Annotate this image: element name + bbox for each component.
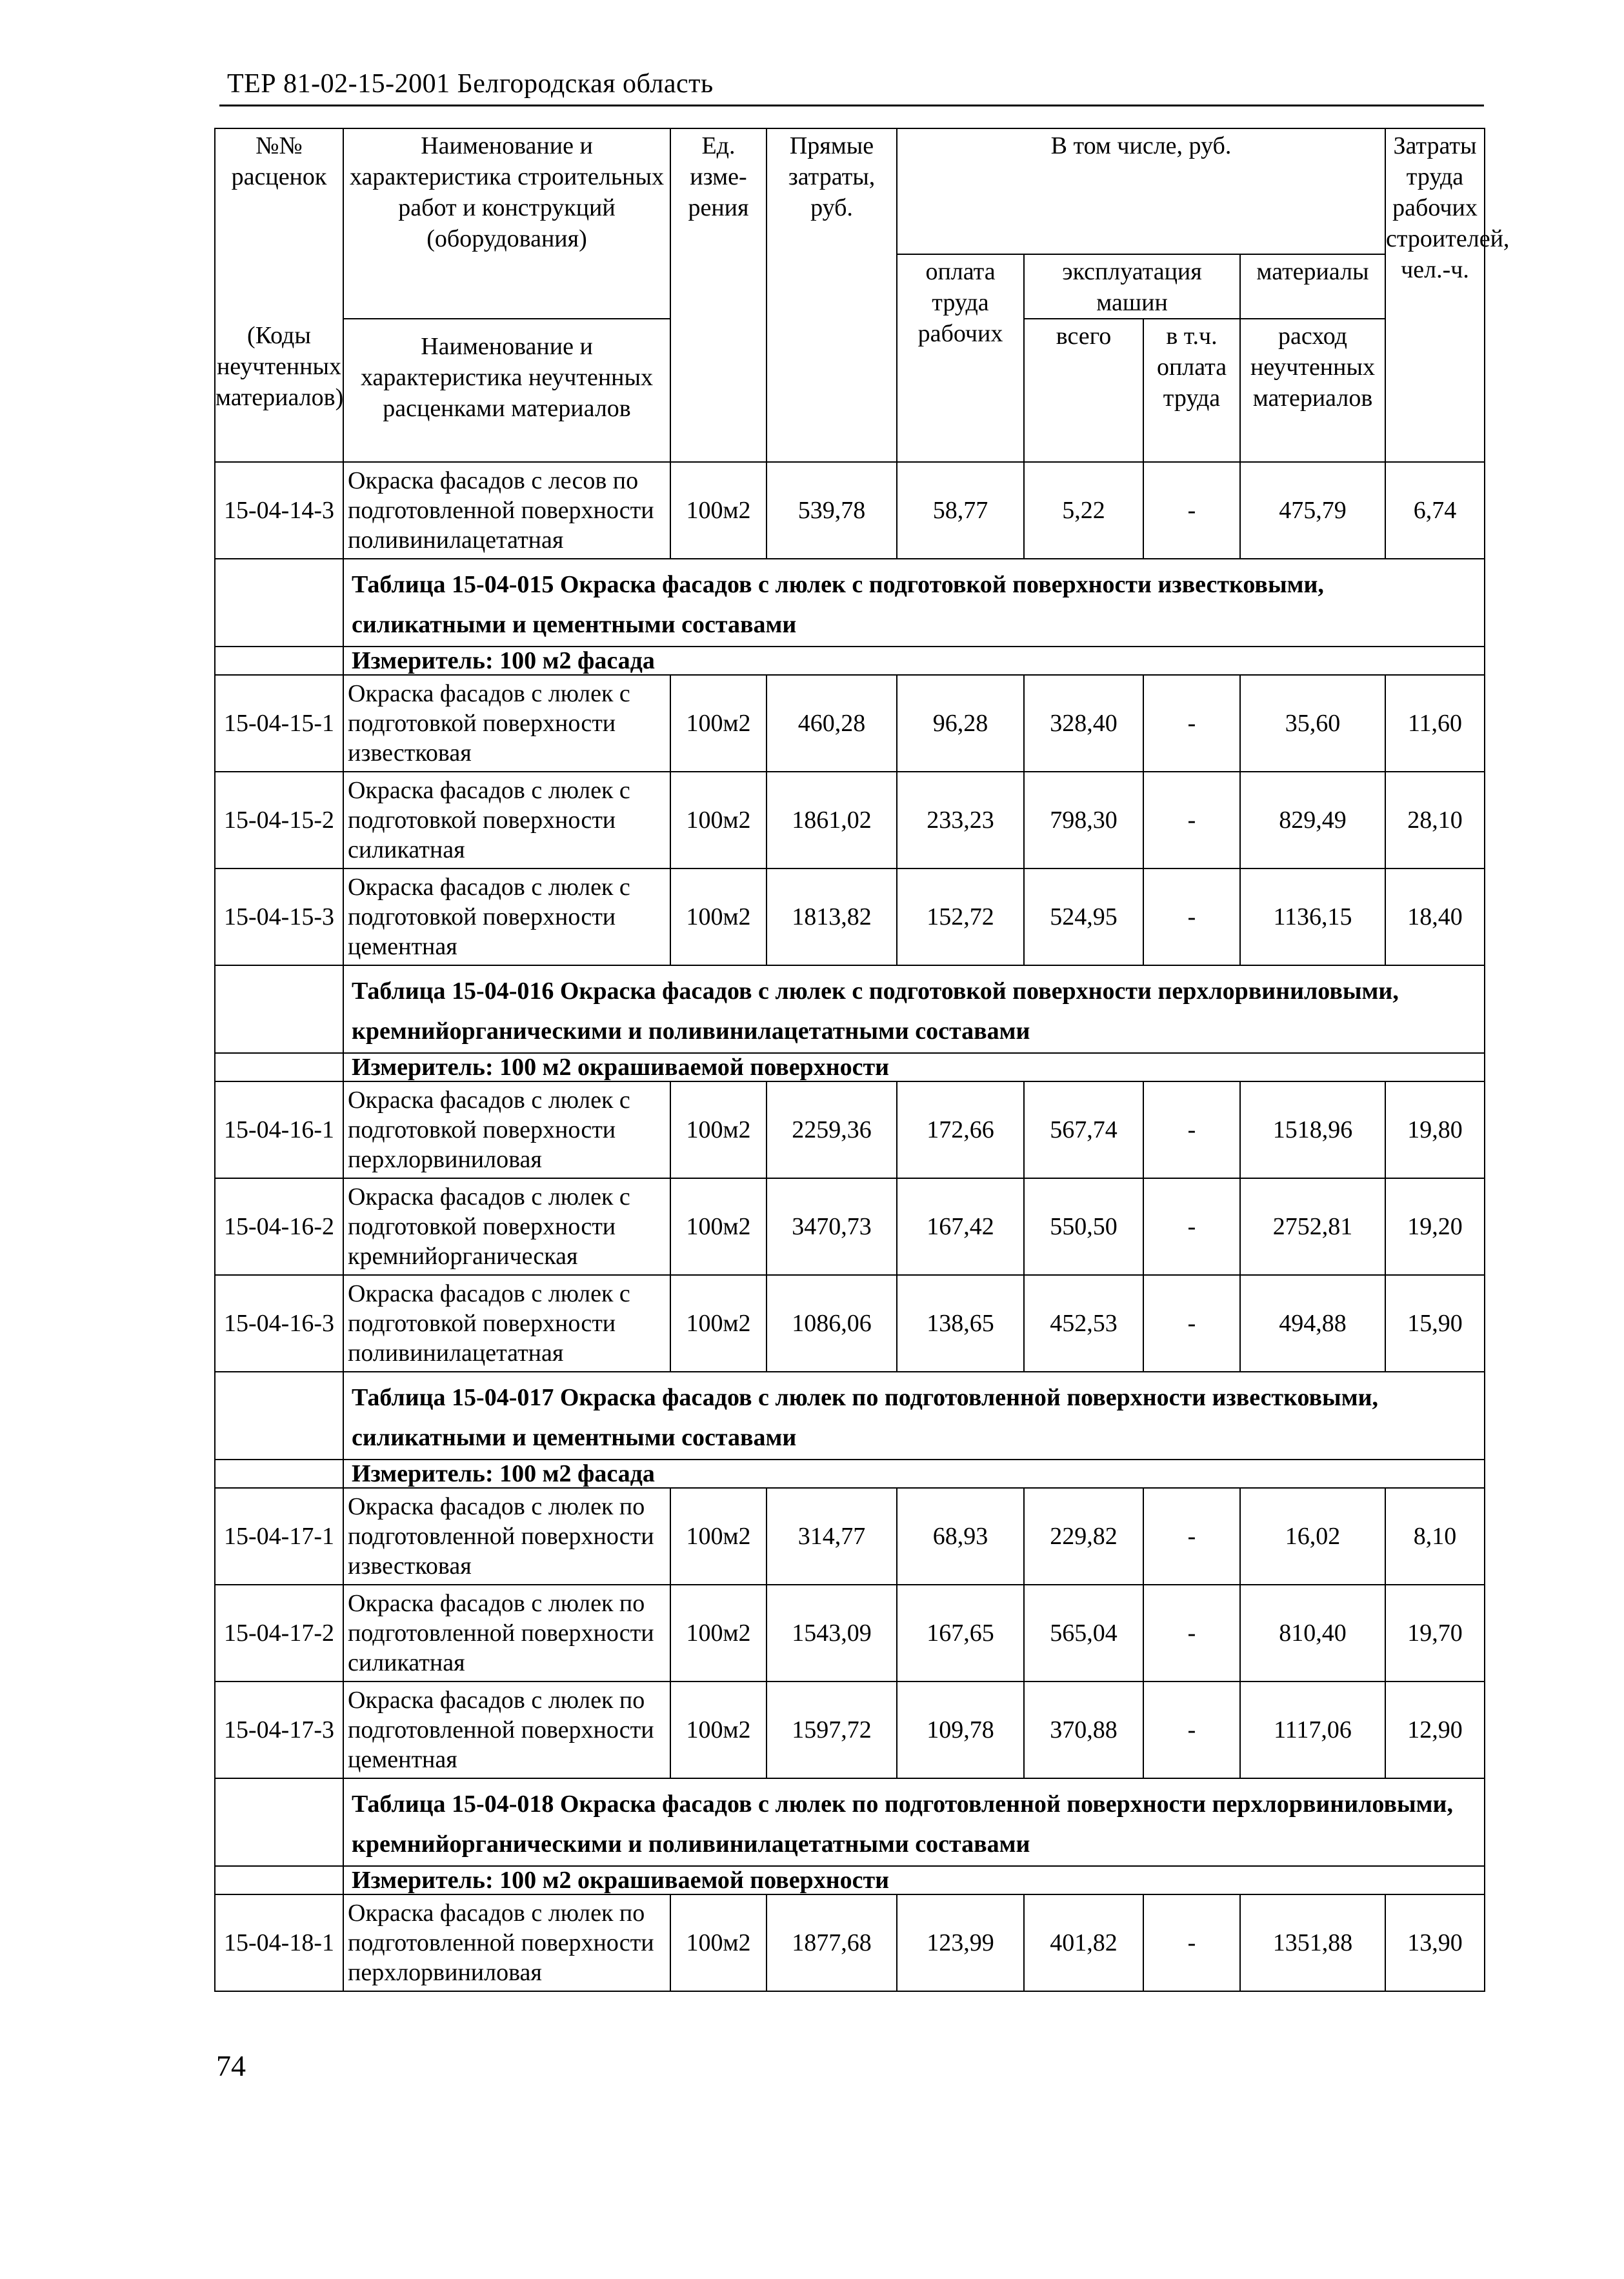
direct-cost-cell: 1813,82 bbox=[767, 868, 897, 965]
col-header-name-spacer bbox=[343, 254, 670, 319]
table-meter: Измеритель: 100 м2 фасада bbox=[343, 647, 1485, 675]
section-title-row bbox=[215, 1778, 1485, 1866]
table-title: Таблица 15-04-016 Окраска фасадов с люлек с подготовкой поверхности перхлорвиниловыми, кремнийорганическими и поливинилацетатными составами bbox=[343, 965, 1485, 1053]
col-header-code-spacer bbox=[215, 254, 343, 319]
direct-cost-cell: 314,77 bbox=[767, 1488, 897, 1585]
direct-cost-cell: 1877,68 bbox=[767, 1894, 897, 1991]
rate-code: 15-04-15-2 bbox=[215, 772, 343, 868]
wage-cell: 96,28 bbox=[897, 675, 1024, 772]
rate-description: Окраска фасадов с люлек по подготовленной поверхности перхлорвиниловая bbox=[343, 1894, 670, 1991]
wage-cell: 172,66 bbox=[897, 1081, 1024, 1178]
meter-left-cell bbox=[215, 1866, 343, 1894]
rate-code: 15-04-18-1 bbox=[215, 1894, 343, 1991]
machines-total-cell: 798,30 bbox=[1024, 772, 1143, 868]
labor-cell: 18,40 bbox=[1385, 868, 1485, 965]
direct-cost-cell: 1543,09 bbox=[767, 1585, 897, 1682]
meter-left-cell bbox=[215, 1460, 343, 1488]
meter-row bbox=[215, 647, 1485, 675]
table-row bbox=[215, 868, 1485, 965]
section-title-left-cell bbox=[215, 559, 343, 647]
col-header-machines-total: всего bbox=[1024, 319, 1143, 462]
unit-cell: 100м2 bbox=[670, 772, 767, 868]
materials-cell: 1518,96 bbox=[1240, 1081, 1385, 1178]
table-row bbox=[215, 1682, 1485, 1778]
unit-cell: 100м2 bbox=[670, 1081, 767, 1178]
machines-total-cell: 550,50 bbox=[1024, 1178, 1143, 1275]
materials-cell: 1117,06 bbox=[1240, 1682, 1385, 1778]
rate-description: Окраска фасадов с люлек с подготовкой поверхности поливинилацетатная bbox=[343, 1275, 670, 1372]
table-row bbox=[215, 1488, 1485, 1585]
machines-wage-cell: - bbox=[1143, 868, 1240, 965]
machines-wage-cell: - bbox=[1143, 1275, 1240, 1372]
meter-left-cell bbox=[215, 1053, 343, 1081]
rate-description: Окраска фасадов с люлек с подготовкой поверхности известковая bbox=[343, 675, 670, 772]
labor-cell: 19,20 bbox=[1385, 1178, 1485, 1275]
machines-total-cell: 401,82 bbox=[1024, 1894, 1143, 1991]
table-row bbox=[215, 772, 1485, 868]
table-title: Таблица 15-04-018 Окраска фасадов с люлек по подготовленной поверхности перхлорвиниловыми, кремнийорганическими и поливинилацетатными составами bbox=[343, 1778, 1485, 1866]
col-header-labor: Затраты труда рабочих строителей, чел.-ч. bbox=[1385, 128, 1485, 462]
direct-cost-cell: 1597,72 bbox=[767, 1682, 897, 1778]
col-header-name-bottom: Наименование и характеристика неучтенных расценками материалов bbox=[343, 319, 670, 462]
col-header-machines: эксплуатация машин bbox=[1024, 254, 1240, 319]
table-row bbox=[215, 1275, 1485, 1372]
rate-code: 15-04-15-3 bbox=[215, 868, 343, 965]
col-header-wage: оплата труда рабочих bbox=[897, 254, 1024, 462]
labor-cell: 19,80 bbox=[1385, 1081, 1485, 1178]
col-header-machines-wage: в т.ч. оплата труда bbox=[1143, 319, 1240, 462]
meter-row bbox=[215, 1053, 1485, 1081]
machines-wage-cell: - bbox=[1143, 1488, 1240, 1585]
table-row bbox=[215, 1178, 1485, 1275]
col-header-code: №№ расценок bbox=[215, 128, 343, 254]
machines-wage-cell: - bbox=[1143, 1894, 1240, 1991]
materials-cell: 1136,15 bbox=[1240, 868, 1385, 965]
unit-cell: 100м2 bbox=[670, 1178, 767, 1275]
section-title-row bbox=[215, 965, 1485, 1053]
unit-cell: 100м2 bbox=[670, 1682, 767, 1778]
materials-cell: 16,02 bbox=[1240, 1488, 1385, 1585]
unit-cell: 100м2 bbox=[670, 868, 767, 965]
section-title-left-cell bbox=[215, 965, 343, 1053]
machines-total-cell: 370,88 bbox=[1024, 1682, 1143, 1778]
table-row bbox=[215, 1894, 1485, 1991]
unit-cell: 100м2 bbox=[670, 462, 767, 559]
rate-description: Окраска фасадов с люлек с подготовкой поверхности перхлорвиниловая bbox=[343, 1081, 670, 1178]
section-title-left-cell bbox=[215, 1372, 343, 1460]
rate-code: 15-04-17-1 bbox=[215, 1488, 343, 1585]
machines-wage-cell: - bbox=[1143, 1682, 1240, 1778]
materials-cell: 810,40 bbox=[1240, 1585, 1385, 1682]
materials-cell: 829,49 bbox=[1240, 772, 1385, 868]
unit-cell: 100м2 bbox=[670, 1585, 767, 1682]
machines-total-cell: 565,04 bbox=[1024, 1585, 1143, 1682]
machines-total-cell: 328,40 bbox=[1024, 675, 1143, 772]
wage-cell: 68,93 bbox=[897, 1488, 1024, 1585]
table-row bbox=[215, 462, 1485, 559]
labor-cell: 13,90 bbox=[1385, 1894, 1485, 1991]
rate-code: 15-04-17-2 bbox=[215, 1585, 343, 1682]
header-rule bbox=[219, 105, 1484, 106]
rate-code: 15-04-16-1 bbox=[215, 1081, 343, 1178]
labor-cell: 6,74 bbox=[1385, 462, 1485, 559]
direct-cost-cell: 2259,36 bbox=[767, 1081, 897, 1178]
direct-cost-cell: 1861,02 bbox=[767, 772, 897, 868]
rate-description: Окраска фасадов с люлек с подготовкой поверхности силикатная bbox=[343, 772, 670, 868]
labor-cell: 11,60 bbox=[1385, 675, 1485, 772]
machines-total-cell: 5,22 bbox=[1024, 462, 1143, 559]
rate-code: 15-04-17-3 bbox=[215, 1682, 343, 1778]
machines-wage-cell: - bbox=[1143, 462, 1240, 559]
rate-description: Окраска фасадов с лесов по подготовленной поверхности поливинилацетатная bbox=[343, 462, 670, 559]
table-row bbox=[215, 675, 1485, 772]
col-header-code-bottom: (Коды неучтенных материалов) bbox=[215, 319, 343, 462]
table-row bbox=[215, 1585, 1485, 1682]
wage-cell: 233,23 bbox=[897, 772, 1024, 868]
machines-total-cell: 567,74 bbox=[1024, 1081, 1143, 1178]
wage-cell: 167,65 bbox=[897, 1585, 1024, 1682]
rate-description: Окраска фасадов с люлек по подготовленной поверхности силикатная bbox=[343, 1585, 670, 1682]
wage-cell: 138,65 bbox=[897, 1275, 1024, 1372]
table-meter: Измеритель: 100 м2 окрашиваемой поверхности bbox=[343, 1053, 1485, 1081]
rate-code: 15-04-14-3 bbox=[215, 462, 343, 559]
page-header: ТЕР 81-02-15-2001 Белгородская область bbox=[227, 69, 714, 99]
col-header-direct: Прямые затраты, руб. bbox=[767, 128, 897, 462]
labor-cell: 8,10 bbox=[1385, 1488, 1485, 1585]
section-title-row bbox=[215, 1372, 1485, 1460]
col-header-incl: В том числе, руб. bbox=[897, 128, 1385, 254]
rate-code: 15-04-15-1 bbox=[215, 675, 343, 772]
rate-code: 15-04-16-3 bbox=[215, 1275, 343, 1372]
table-meter: Измеритель: 100 м2 фасада bbox=[343, 1460, 1485, 1488]
machines-total-cell: 524,95 bbox=[1024, 868, 1143, 965]
unit-cell: 100м2 bbox=[670, 1488, 767, 1585]
wage-cell: 152,72 bbox=[897, 868, 1024, 965]
section-title-left-cell bbox=[215, 1778, 343, 1866]
meter-left-cell bbox=[215, 647, 343, 675]
machines-wage-cell: - bbox=[1143, 1178, 1240, 1275]
materials-cell: 494,88 bbox=[1240, 1275, 1385, 1372]
labor-cell: 15,90 bbox=[1385, 1275, 1485, 1372]
materials-cell: 35,60 bbox=[1240, 675, 1385, 772]
machines-total-cell: 229,82 bbox=[1024, 1488, 1143, 1585]
section-title-row bbox=[215, 559, 1485, 647]
col-header-name: Наименование и характеристика строительных работ и конструкций (оборудования) bbox=[343, 128, 670, 254]
wage-cell: 109,78 bbox=[897, 1682, 1024, 1778]
meter-row bbox=[215, 1866, 1485, 1894]
unit-cell: 100м2 bbox=[670, 675, 767, 772]
machines-wage-cell: - bbox=[1143, 1081, 1240, 1178]
materials-cell: 475,79 bbox=[1240, 462, 1385, 559]
rates-table bbox=[214, 128, 1510, 1992]
materials-cell: 1351,88 bbox=[1240, 1894, 1385, 1991]
table-row bbox=[215, 1081, 1485, 1178]
meter-row bbox=[215, 1460, 1485, 1488]
materials-cell: 2752,81 bbox=[1240, 1178, 1385, 1275]
page-number: 74 bbox=[216, 2049, 246, 2082]
direct-cost-cell: 539,78 bbox=[767, 462, 897, 559]
table-title: Таблица 15-04-017 Окраска фасадов с люлек по подготовленной поверхности известковыми, силикатными и цементными составами bbox=[343, 1372, 1485, 1460]
col-header-unit: Ед. изме-рения bbox=[670, 128, 767, 462]
wage-cell: 58,77 bbox=[897, 462, 1024, 559]
machines-total-cell: 452,53 bbox=[1024, 1275, 1143, 1372]
table-title: Таблица 15-04-015 Окраска фасадов с люлек с подготовкой поверхности известковыми, силикатными и цементными составами bbox=[343, 559, 1485, 647]
labor-cell: 28,10 bbox=[1385, 772, 1485, 868]
machines-wage-cell: - bbox=[1143, 772, 1240, 868]
unit-cell: 100м2 bbox=[670, 1275, 767, 1372]
header-row bbox=[215, 128, 1485, 254]
machines-wage-cell: - bbox=[1143, 675, 1240, 772]
col-header-materials: материалы bbox=[1240, 254, 1385, 319]
wage-cell: 167,42 bbox=[897, 1178, 1024, 1275]
table-meter: Измеритель: 100 м2 окрашиваемой поверхности bbox=[343, 1866, 1485, 1894]
labor-cell: 12,90 bbox=[1385, 1682, 1485, 1778]
rate-code: 15-04-16-2 bbox=[215, 1178, 343, 1275]
unit-cell: 100м2 bbox=[670, 1894, 767, 1991]
machines-wage-cell: - bbox=[1143, 1585, 1240, 1682]
direct-cost-cell: 460,28 bbox=[767, 675, 897, 772]
direct-cost-cell: 1086,06 bbox=[767, 1275, 897, 1372]
direct-cost-cell: 3470,73 bbox=[767, 1178, 897, 1275]
col-header-unaccounted: расход неучтенных материалов bbox=[1240, 319, 1385, 462]
rate-description: Окраска фасадов с люлек с подготовкой поверхности кремнийорганическая bbox=[343, 1178, 670, 1275]
rate-description: Окраска фасадов с люлек по подготовленной поверхности известковая bbox=[343, 1488, 670, 1585]
wage-cell: 123,99 bbox=[897, 1894, 1024, 1991]
rate-description: Окраска фасадов с люлек по подготовленной поверхности цементная bbox=[343, 1682, 670, 1778]
labor-cell: 19,70 bbox=[1385, 1585, 1485, 1682]
rate-description: Окраска фасадов с люлек с подготовкой поверхности цементная bbox=[343, 868, 670, 965]
